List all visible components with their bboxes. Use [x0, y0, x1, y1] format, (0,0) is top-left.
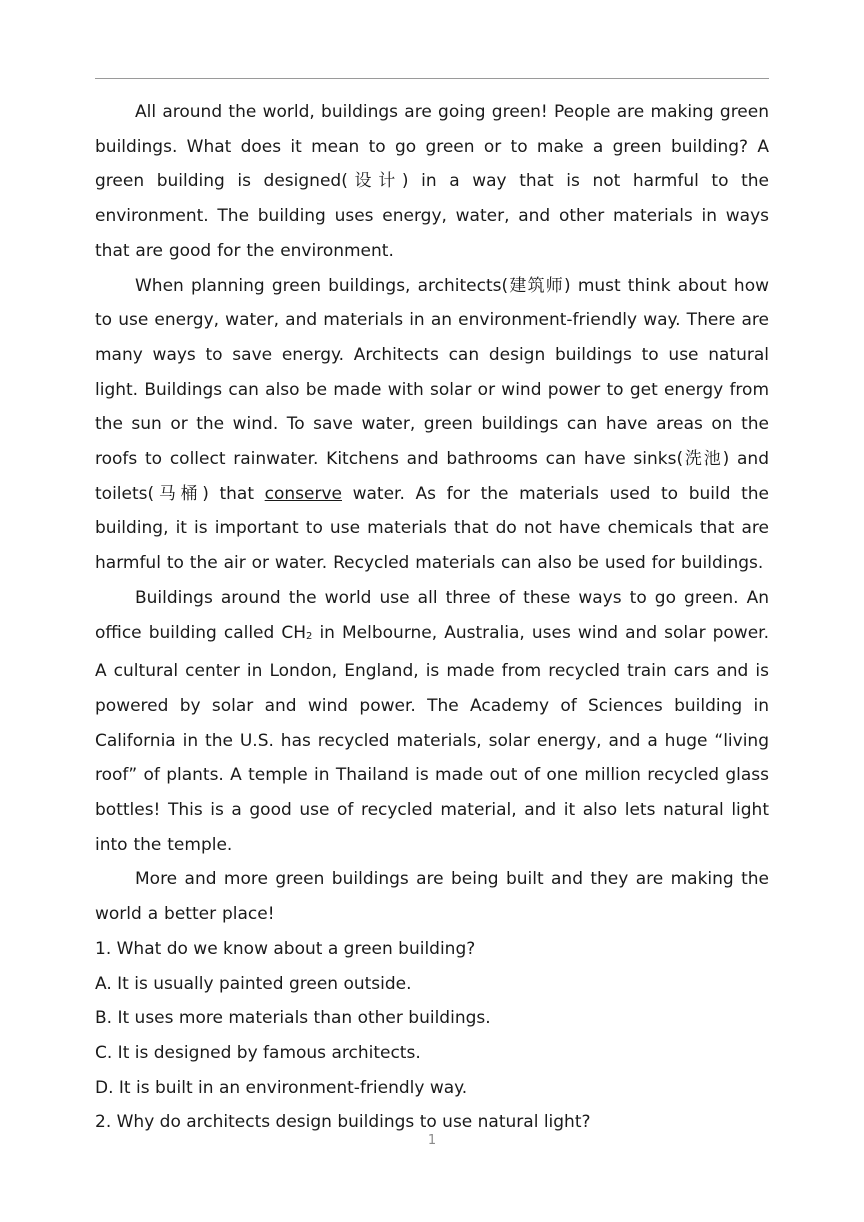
paragraph-3	[95, 581, 769, 863]
question-2-stem: 2. Why do architects design buildings to use natural light?	[95, 1112, 591, 1133]
underlined-word: conserve	[264, 483, 342, 504]
question-1-stem: 1. What do we know about a green building?	[95, 938, 476, 959]
paragraph-2-text-b: water. As for the materials used to build the building, it is important to use materials that do not have chemicals that are harmful to the air or water. Recycled materials can also be used for buildings.	[95, 483, 770, 574]
question-1-option-b: B. It uses more materials than other buildings.	[95, 1008, 491, 1029]
header-rule	[95, 78, 769, 79]
question-1-option-d: D. It is built in an environment-friendly way.	[95, 1077, 468, 1098]
question-1-option-c: C. It is designed by famous architects.	[95, 1042, 421, 1063]
passage-body	[95, 95, 769, 1140]
page-number: 1	[427, 1133, 437, 1148]
paragraph-1: All around the world, buildings are going green! People are making green buildings. What does it mean to go green or to make a green building? A green building is designed(设计) in a way that is not harmful to the environment. The building uses energy, water, and other materials in ways that are good for the environment.	[95, 102, 769, 261]
paragraph-3-text-a: Buildings around the world use all three of these ways to go green. An office building called CH	[95, 587, 769, 643]
paragraph-4: More and more green buildings are being built and they are making the world a better place!	[95, 869, 769, 925]
subscript-2: 2	[306, 630, 313, 642]
paragraph-2	[95, 269, 769, 581]
paragraph-3-text-b: in Melbourne, Australia, uses wind and solar power. A cultural center in London, England, is made from recycled train cars and is powered by solar and wind power. The Academy of Sciences building in California in the U.S. has recycled materials, solar energy, and a huge “living roof” of plants. A temple in Thailand is made out of one million recycled glass bottles! This is a good use of recycled material, and it also lets natural light into the temple.	[95, 622, 770, 855]
question-1-option-a: A. It is usually painted green outside.	[95, 973, 412, 994]
paragraph-2-text-a: When planning green buildings, architects(建筑师) must think about how to use energy, water, and materials in an environment-friendly way. There are many ways to save energy. Architects can design buildings to use natural light. Buildings can also be made with solar or wind power to get energy from the sun or the wind. To save water, green buildings can have areas on the roofs to collect rainwater. Kitchens and bathrooms can have sinks(洗池) and toilets(马桶) that	[95, 275, 769, 504]
